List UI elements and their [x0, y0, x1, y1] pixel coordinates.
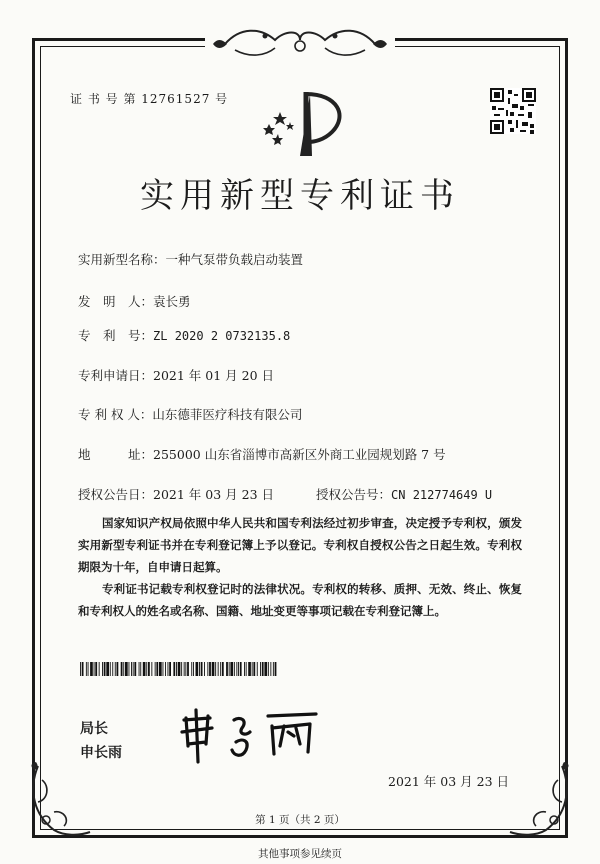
barcode-bar	[102, 662, 103, 676]
address-row	[78, 445, 446, 463]
barcode-bar	[226, 662, 228, 676]
barcode-bar	[117, 662, 119, 676]
barcode-bar	[115, 662, 116, 676]
barcode-bar	[248, 662, 251, 676]
barcode-bar	[268, 662, 269, 676]
bottom-right-ornament	[506, 760, 576, 840]
signature	[176, 706, 326, 764]
barcode-bar	[125, 662, 128, 676]
barcode-bar	[99, 662, 100, 676]
barcode-bar	[246, 662, 247, 676]
barcode-bar	[187, 662, 189, 676]
barcode-bar	[184, 662, 185, 676]
patent-office-logo	[252, 86, 352, 162]
barcode-bar	[236, 662, 237, 676]
patent-number-row	[78, 326, 290, 344]
patentee-value: 山东德菲医疗科技有限公司	[152, 407, 303, 422]
barcode-bar	[163, 662, 164, 676]
barcode-bar	[240, 662, 242, 676]
legal-status-paragraph: 专利证书记载专利权登记时的法律状况。专利权的转移、质押、无效、终止、恢复和专利权人的姓名或名称、国籍、地址变更等事项记载在专利登记簿上。	[78, 582, 522, 618]
barcode-bar	[159, 662, 162, 676]
barcode-bar	[156, 662, 158, 676]
barcode-bar	[176, 662, 177, 676]
barcode-bar	[209, 662, 211, 676]
top-ornament	[205, 22, 395, 62]
utility-model-name-row	[78, 250, 303, 268]
barcode-bar	[134, 662, 136, 676]
bottom-left-ornament	[24, 760, 94, 840]
barcode-bar	[252, 662, 253, 676]
barcode-bar	[106, 662, 109, 676]
barcode-bar	[273, 662, 274, 676]
barcode-bar	[244, 662, 245, 676]
barcode-bar	[199, 662, 200, 676]
barcode-bar	[86, 662, 87, 676]
inventor-value: 袁长勇	[153, 294, 191, 309]
barcode-bar	[104, 662, 106, 676]
barcode-bar	[112, 662, 113, 676]
barcode-bar	[193, 662, 194, 676]
signer-title: 局长	[80, 721, 108, 737]
barcode-bar	[201, 662, 203, 676]
barcode-bar	[260, 662, 261, 676]
grant-date-row	[78, 485, 274, 503]
barcode-bar	[140, 662, 141, 676]
grant-number-row	[316, 485, 492, 503]
barcode-bar	[146, 662, 147, 676]
barcode-bar	[230, 662, 233, 676]
barcode-bar	[253, 662, 255, 676]
patentee-label: 专 利 权 人：	[78, 407, 153, 422]
barcode-bar	[131, 662, 132, 676]
barcode-bar	[204, 662, 205, 676]
barcode-bar	[121, 662, 123, 676]
barcode-bar	[129, 662, 130, 676]
utility-model-name-value: 一种气泵带负载启动装置	[165, 252, 304, 267]
barcode-bar	[148, 662, 150, 676]
barcode-bar	[139, 662, 140, 676]
barcode-bar	[222, 662, 224, 676]
barcode-bar	[229, 662, 230, 676]
qr-code	[490, 88, 536, 134]
grant-number-value: CN 212774649 U	[391, 488, 493, 502]
barcode-bar	[173, 662, 175, 676]
filing-date-row	[78, 366, 274, 384]
patent-number-value: ZL 2020 2 0732135.8	[153, 329, 291, 343]
barcode-bar	[168, 662, 169, 676]
barcode-bar	[178, 662, 181, 676]
barcode-bar	[220, 662, 221, 676]
barcode-bar	[218, 662, 219, 676]
grant-number-label: 授权公告号：	[316, 487, 392, 502]
barcode-bar	[215, 662, 216, 676]
barcode-bar	[196, 662, 199, 676]
utility-model-name-label: 实用新型名称：	[78, 252, 166, 267]
inventor-row	[78, 292, 191, 310]
certificate-title: 实用新型专利证书	[140, 176, 460, 216]
continuation-note: 其他事项参见续页	[258, 848, 342, 860]
page-indicator: 第 1 页（共 2 页）	[255, 814, 345, 826]
patentee-row	[78, 405, 302, 423]
barcode-bar	[95, 662, 97, 676]
address-label: 地 址：	[78, 447, 154, 462]
certificate-number: 证 书 号 第 12761527 号	[70, 92, 229, 106]
signer-name: 申长雨	[80, 745, 122, 761]
barcode-bar	[169, 662, 171, 676]
barcode-bar	[165, 662, 166, 676]
barcode-bar	[185, 662, 186, 676]
grant-statement-paragraph: 国家知识产权局依照中华人民共和国专利法经过初步审查，决定授予专利权，颁发实用新型专利证书并在专利登记簿上予以登记。专利权自授权公告之日起生效。专利权期限为十年，自申请日起算。	[78, 516, 522, 574]
barcode-bar	[80, 662, 81, 676]
barcode-bar	[238, 662, 239, 676]
address-value: 255000 山东省淄博市高新区外商工业园规划路 7 号	[153, 447, 446, 462]
barcode	[80, 662, 280, 676]
barcode-bar	[110, 662, 111, 676]
barcode-bar	[207, 662, 208, 676]
grant-date-value: 2021 年 03 月 23 日	[153, 487, 275, 502]
barcode-bar	[264, 662, 267, 676]
filing-date-label: 专利申请日：	[78, 368, 154, 383]
barcode-bar	[82, 662, 84, 676]
barcode-bar	[133, 662, 134, 676]
barcode-bar	[212, 662, 215, 676]
barcode-bar	[270, 662, 271, 676]
barcode-bar	[234, 662, 235, 676]
patent-number-label: 专 利 号：	[78, 328, 154, 343]
barcode-bar	[191, 662, 192, 676]
barcode-bar	[275, 662, 277, 676]
issue-date: 2021 年 03 月 23 日	[388, 774, 509, 789]
filing-date-value: 2021 年 01 月 20 日	[153, 368, 275, 383]
grant-date-label: 授权公告日：	[78, 487, 154, 502]
barcode-bar	[123, 662, 124, 676]
barcode-bar	[94, 662, 95, 676]
barcode-bar	[90, 662, 93, 676]
barcode-bar	[151, 662, 152, 676]
barcode-bar	[88, 662, 89, 676]
barcode-bar	[143, 662, 146, 676]
barcode-bar	[262, 662, 264, 676]
barcode-bar	[181, 662, 182, 676]
barcode-bar	[257, 662, 258, 676]
barcode-bar	[155, 662, 156, 676]
inventor-label: 发 明 人：	[78, 294, 154, 309]
